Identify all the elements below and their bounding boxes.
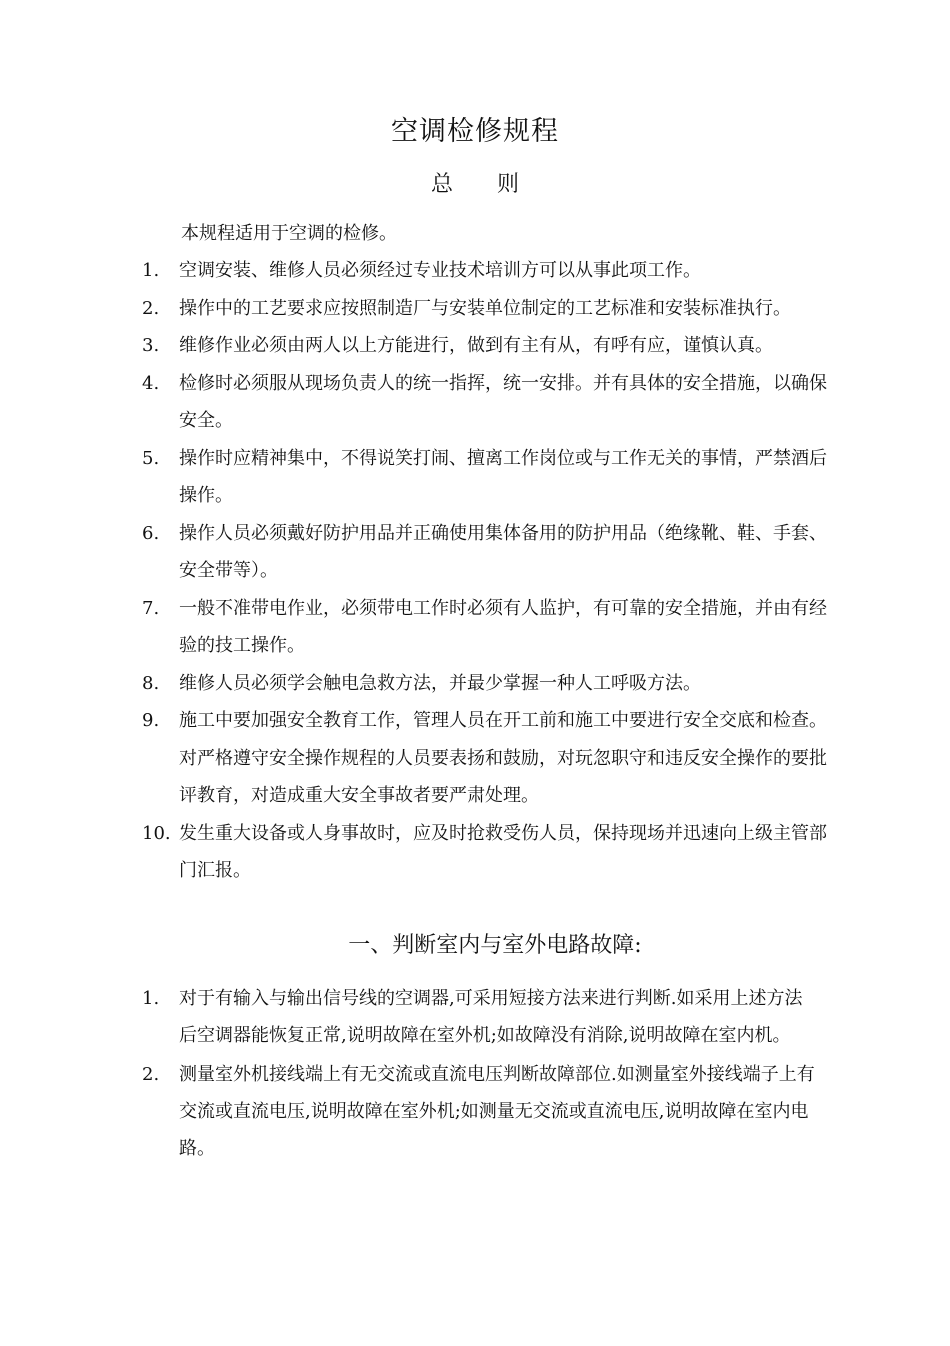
item-text: 操作中的工艺要求应按照制造厂与安装单位制定的工艺标准和安装标准执行。 xyxy=(179,297,791,319)
document-title: 空调检修规程 xyxy=(391,116,559,147)
item-number: 2. xyxy=(142,1064,160,1085)
item-text: 检修时必须服从现场负责人的统一指挥，统一安排。并有具体的安全措施，以确保安全。 xyxy=(179,372,827,431)
item-number: 4. xyxy=(142,372,160,394)
subtitle-right: 则 xyxy=(497,172,520,197)
list-item xyxy=(140,590,830,665)
list-item xyxy=(140,290,830,328)
item-text: 操作人员必须戴好防护用品并正确使用集体备用的防护用品（绝缘靴、鞋、手套、安全带等）。 xyxy=(179,522,827,581)
item-number: 5. xyxy=(142,447,160,469)
item-text: 操作时应精神集中，不得说笑打闹、擅离工作岗位或与工作无关的事情，严禁酒后操作。 xyxy=(179,447,827,506)
item-number: 1. xyxy=(142,988,160,1009)
list-item xyxy=(140,1056,820,1167)
general-principles-heading xyxy=(0,168,950,202)
list-item xyxy=(140,980,820,1054)
item-text: 维修作业必须由两人以上方能进行，做到有主有从，有呼有应，谨慎认真。 xyxy=(179,335,773,356)
list-item xyxy=(140,252,830,290)
item-number: 8. xyxy=(142,672,160,694)
item-text: 维修人员必须学会触电急救方法，并最少掌握一种人工呼吸方法。 xyxy=(179,672,701,694)
list-item xyxy=(140,327,830,365)
subtitle-left: 总 xyxy=(430,172,453,197)
list-item xyxy=(140,815,830,890)
list-item xyxy=(140,702,830,815)
section-heading: 一、判断室内与室外电路故障: xyxy=(348,933,642,958)
item-text: 施工中要加强安全教育工作，管理人员在开工前和施工中要进行安全交底和检查。对严格遵守安全操作规程的人员要表扬和鼓励，对玩忽职守和违反安全操作的要批评教育，对造成重大安全事故者要严肃处理。 xyxy=(179,710,827,806)
item-number: 10. xyxy=(142,822,171,844)
item-text: 空调安装、维修人员必须经过专业技术培训方可以从事此项工作。 xyxy=(179,260,701,281)
item-text: 一般不准带电作业，必须带电工作时必须有人监护，有可靠的安全措施，并由有经验的技工操作。 xyxy=(179,597,827,656)
item-number: 3. xyxy=(142,335,160,356)
rules-list xyxy=(140,252,830,890)
item-text: 发生重大设备或人身事故时，应及时抢救受伤人员，保持现场并迅速向上级主管部门汇报。 xyxy=(179,822,827,881)
item-text: 测量室外机接线端上有无交流或直流电压判断故障部位.如测量室外接线端子上有交流或直流电压,说明故障在室外机;如测量无交流或直流电压,说明故障在室内电路。 xyxy=(179,1064,815,1159)
item-number: 1. xyxy=(142,260,160,281)
item-number: 9. xyxy=(142,710,160,731)
section-list xyxy=(140,980,820,1169)
list-item xyxy=(140,515,830,590)
item-number: 6. xyxy=(142,522,160,544)
item-number: 7. xyxy=(142,597,160,619)
intro-paragraph: 本规程适用于空调的检修。 xyxy=(181,223,397,244)
list-item xyxy=(140,665,830,703)
item-text: 对于有输入与输出信号线的空调器,可采用短接方法来进行判断.如采用上述方法后空调器能恢复正常,说明故障在室外机;如故障没有消除,说明故障在室内机。 xyxy=(179,988,803,1046)
item-number: 2. xyxy=(142,297,160,319)
list-item xyxy=(140,440,830,515)
list-item xyxy=(140,365,830,440)
